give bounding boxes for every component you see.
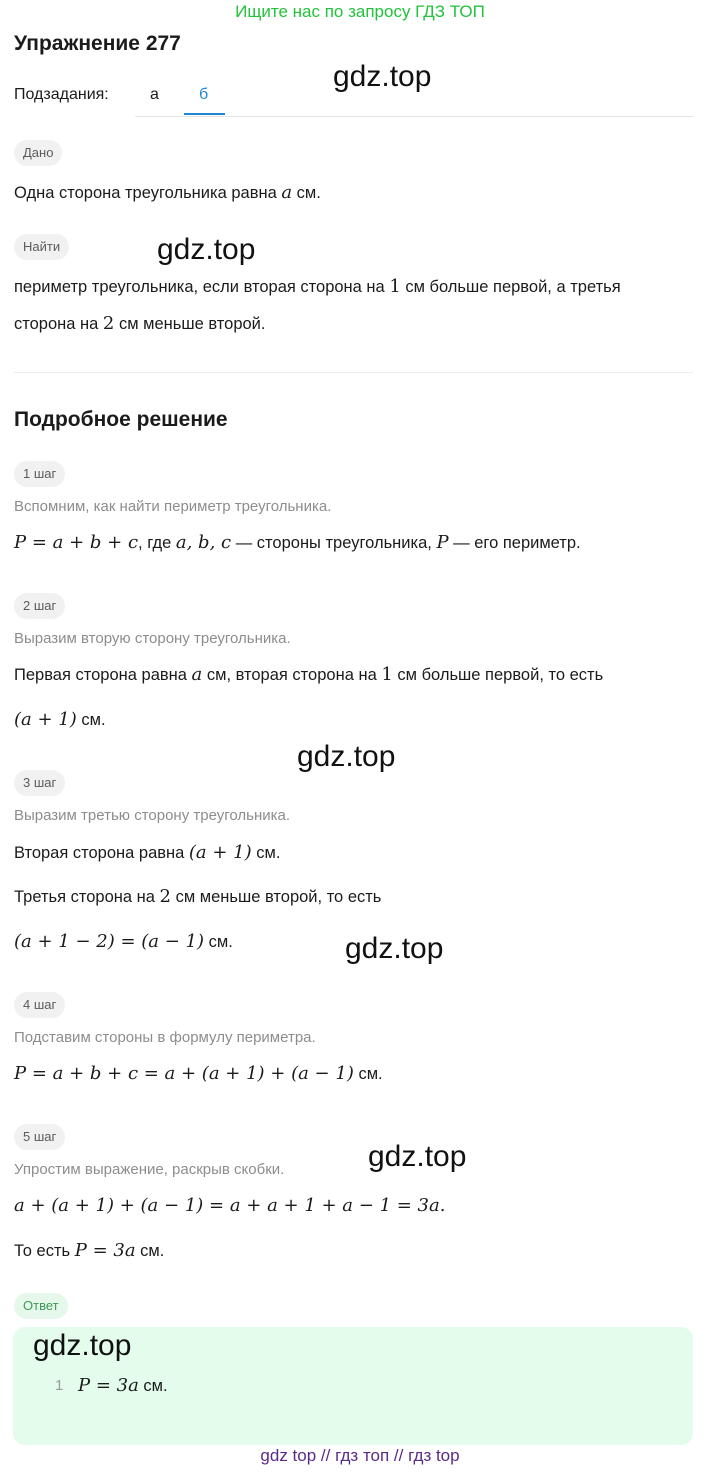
section-divider <box>14 372 693 373</box>
watermark: gdz.top <box>333 60 432 93</box>
watermark: gdz.top <box>345 932 444 965</box>
find-text-line2: сторона на 2 см меньше второй. <box>14 313 266 334</box>
subtask-tab-b[interactable]: б <box>199 86 209 103</box>
step1-formula: P = a + b + c, где a, b, c — стороны треугольника, P — его периметр. <box>14 532 581 553</box>
step2-chip: 2 шаг <box>14 593 65 619</box>
exercise-title: Упражнение 277 <box>14 32 181 55</box>
step1-hint: Вспомним, как найти периметр треугольника. <box>14 498 332 515</box>
subtasks-label: Подзадания: <box>14 86 109 103</box>
given-text: Одна сторона треугольника равна a см. <box>14 182 321 203</box>
step5-formula: a + (a + 1) + (a − 1) = a + a + 1 + a − 1 = 3a. <box>14 1195 446 1216</box>
step1-chip: 1 шаг <box>14 461 65 487</box>
step5-chip: 5 шаг <box>14 1124 65 1150</box>
step2-line1: Первая сторона равна a см, вторая сторона на 1 см больше первой, то есть <box>14 664 604 685</box>
step3-chip: 3 шаг <box>14 770 65 796</box>
step4-formula: P = a + b + c = a + (a + 1) + (a − 1) см. <box>14 1063 383 1084</box>
search-banner: Ищите нас по запросу ГДЗ ТОП <box>235 2 485 21</box>
watermark: gdz.top <box>368 1140 467 1173</box>
step3-hint: Выразим третью сторону треугольника. <box>14 807 291 824</box>
step4-chip: 4 шаг <box>14 992 65 1018</box>
watermark: gdz.top <box>297 740 396 773</box>
step3-line2: Третья сторона на 2 см меньше второй, то есть <box>14 886 382 907</box>
solution-title: Подробное решение <box>14 408 228 431</box>
step2-line2: (a + 1) см. <box>14 709 106 730</box>
step3-line3: (a + 1 − 2) = (a − 1) см. <box>14 931 233 952</box>
answer-number: 1 <box>55 1377 64 1394</box>
find-text-line1: периметр треугольника, если вторая сторона на 1 см больше первой, а третья <box>14 276 621 297</box>
find-chip: Найти <box>14 234 69 260</box>
watermark: gdz.top <box>33 1329 132 1362</box>
given-chip: Дано <box>14 140 62 166</box>
step3-line1: Вторая сторона равна (a + 1) см. <box>14 842 281 863</box>
step4-hint: Подставим стороны в формулу периметра. <box>14 1029 316 1046</box>
watermark: gdz.top <box>157 233 256 266</box>
tabs-divider <box>135 116 693 117</box>
subtask-tab-a[interactable]: а <box>150 86 159 103</box>
footer-links[interactable]: gdz top // гдз топ // гдз top <box>260 1446 460 1465</box>
answer-chip: Ответ <box>14 1293 68 1319</box>
step5-result: То есть P = 3a см. <box>14 1240 165 1261</box>
answer-text: P = 3a см. <box>78 1375 168 1396</box>
active-tab-indicator <box>184 113 225 115</box>
step2-hint: Выразим вторую сторону треугольника. <box>14 630 291 647</box>
step5-hint: Упростим выражение, раскрыв скобки. <box>14 1161 285 1178</box>
